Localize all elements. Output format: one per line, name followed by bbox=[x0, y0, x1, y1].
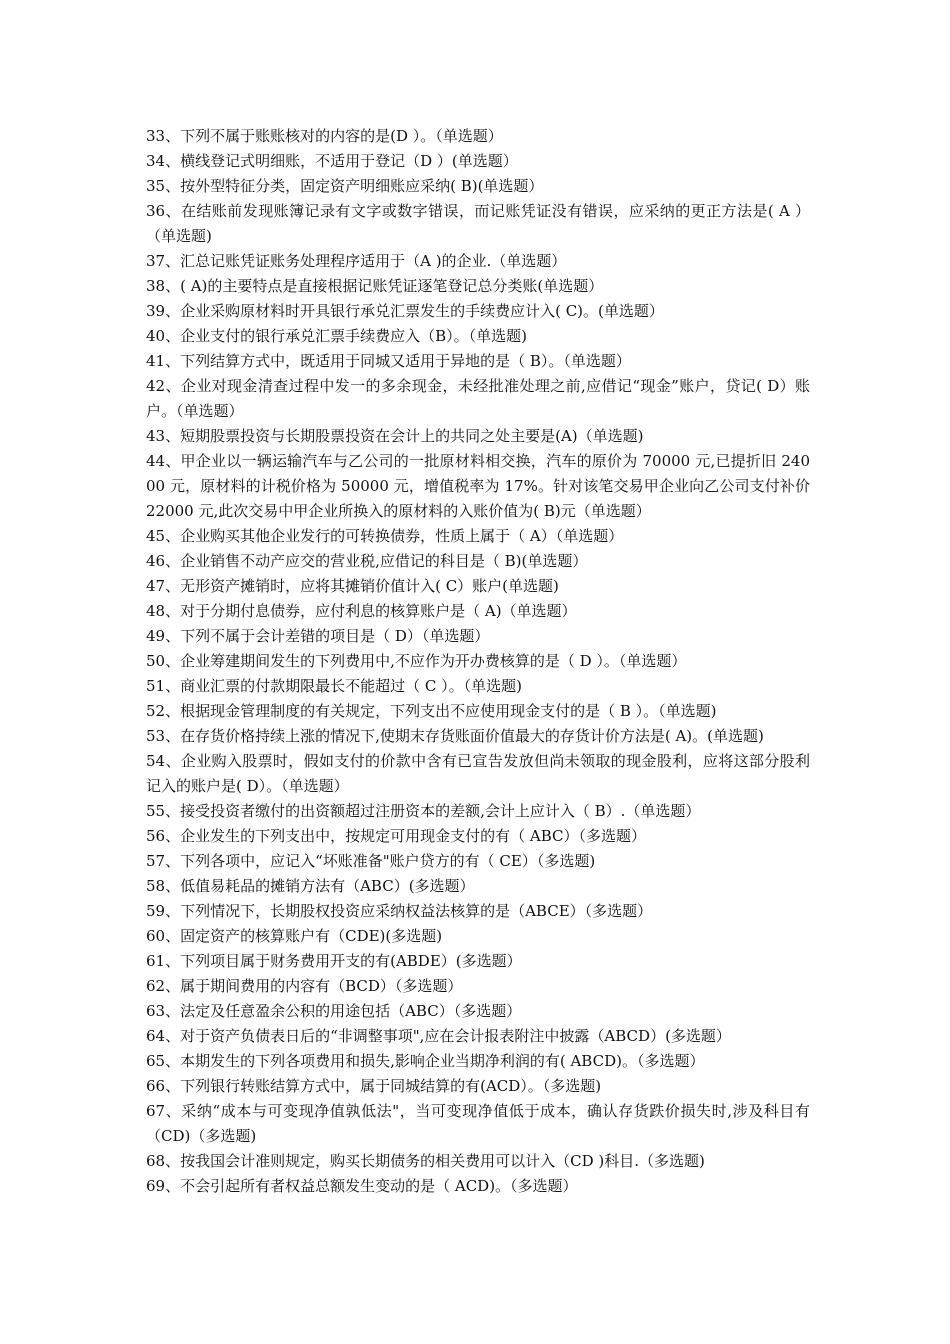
question-52: 52、根据现金管理制度的有关规定，下列支出不应使用现金支付的是（ B ）。（单选题) bbox=[146, 702, 717, 720]
question-34: 34、横线登记式明细账，不适用于登记（D ）(单选题） bbox=[146, 152, 518, 170]
question-38: 38、( A)的主要特点是直接根据记账凭证逐笔登记总分类账(单选题） bbox=[146, 277, 604, 295]
question-68: 68、按我国会计准则规定，购买长期债务的相关费用可以计入（CD )科目.（多选题) bbox=[146, 1152, 705, 1170]
question-42: 42、企业对现金清查过程中发一的多余现金，未经批准处理之前,应借记“现金”账户，贷记( D）账户。（单选题） bbox=[146, 377, 810, 420]
question-64: 64、对于资产负债表日后的“非调整事项",应在会计报表附注中披露（ABCD）(多选题） bbox=[146, 1027, 731, 1045]
question-57: 57、下列各项中，应记入“坏账准备"账户贷方的有（ CE）（多选题) bbox=[146, 852, 596, 870]
question-53: 53、在存货价格持续上涨的情况下,使期末存货账面价值最大的存货计价方法是( A)。(单选题) bbox=[146, 727, 764, 745]
question-43: 43、短期股票投资与长期股票投资在会计上的共同之处主要是(A)（单选题) bbox=[146, 427, 644, 445]
question-35: 35、按外型特征分类，固定资产明细账应采纳( B)(单选题） bbox=[146, 177, 544, 195]
question-67: 67、采纳“成本与可变现净值孰低法"，当可变现净值低于成本，确认存货跌价损失时,涉及科目有（CD)（多选题) bbox=[146, 1102, 810, 1145]
question-33: 33、下列不属于账账核对的内容的是(D ）。（单选题） bbox=[146, 127, 503, 145]
question-54: 54、企业购入股票时，假如支付的价款中含有已宣告发放但尚未领取的现金股利，应将这部分股利记入的账户是( D）。（单选题） bbox=[146, 752, 810, 795]
question-48: 48、对于分期付息债券，应付利息的核算账户是（ A)（单选题） bbox=[146, 602, 577, 620]
question-59: 59、下列情况下，长期股权投资应采纳权益法核算的是（ABCE）（多选题） bbox=[146, 902, 653, 920]
question-50: 50、企业筹建期间发生的下列费用中,不应作为开办费核算的是（ D ）。（单选题） bbox=[146, 652, 687, 670]
question-62: 62、属于期间费用的内容有（BCD）（多选题） bbox=[146, 977, 463, 995]
question-55: 55、接受投资者缴付的出资额超过注册资本的差额,会计上应计入（ B）.（单选题） bbox=[146, 802, 701, 820]
question-45: 45、企业购买其他企业发行的可转换债券，性质上属于（ A）（单选题） bbox=[146, 527, 624, 545]
question-39: 39、企业采购原材料时开具银行承兑汇票发生的手续费应计入( C)。(单选题） bbox=[146, 302, 664, 320]
question-63: 63、法定及任意盈余公积的用途包括（ABC）（多选题） bbox=[146, 1002, 522, 1020]
question-69: 69、不会引起所有者权益总额发生变动的是（ ACD)。（多选题） bbox=[146, 1177, 578, 1195]
question-47: 47、无形资产摊销时，应将其摊销价值计入( C）账户(单选题) bbox=[146, 577, 559, 595]
question-61: 61、下列项目属于财务费用开支的有(ABDE）(多选题） bbox=[146, 952, 522, 970]
question-40: 40、企业支付的银行承兑汇票手续费应入（B）。（单选题) bbox=[146, 327, 527, 345]
question-65: 65、本期发生的下列各项费用和损失,影响企业当期净利润的有( ABCD)。（多选题） bbox=[146, 1052, 705, 1070]
question-46: 46、企业销售不动产应交的营业税,应借记的科目是（ B)(单选题） bbox=[146, 552, 588, 570]
question-44: 44、甲企业以一辆运输汽车与乙公司的一批原材料相交换，汽车的原价为 70000 元,已提折旧 24000 元，原材料的计税价格为 50000 元，增值税率为 17%。针对该笔交易甲企业向乙公司支付补价 22000 元,此次交易中甲企业所换入的原材料的入账价值为( B)元（单选题） bbox=[146, 452, 810, 520]
question-41: 41、下列结算方式中，既适用于同城又适用于异地的是（ B）。（单选题） bbox=[146, 352, 631, 370]
question-37: 37、汇总记账凭证账务处理程序适用于（A )的企业.（单选题） bbox=[146, 252, 567, 270]
question-36: 36、在结账前发现账簿记录有文字或数字错误，而记账凭证没有错误，应采纳的更正方法是( A ）（单选题) bbox=[146, 202, 810, 245]
question-60: 60、固定资产的核算账户有（CDE)(多选题) bbox=[146, 927, 443, 945]
question-66: 66、下列银行转账结算方式中，属于同城结算的有(ACD）。（多选题) bbox=[146, 1077, 602, 1095]
document-body bbox=[146, 124, 810, 1199]
question-49: 49、下列不属于会计差错的项目是（ D）（单选题） bbox=[146, 627, 490, 645]
question-56: 56、企业发生的下列支出中，按规定可用现金支付的有（ ABC）（多选题） bbox=[146, 827, 646, 845]
question-51: 51、商业汇票的付款期限最长不能超过（ C ）。（单选题) bbox=[146, 677, 522, 695]
question-58: 58、低值易耗品的摊销方法有（ABC）(多选题） bbox=[146, 877, 475, 895]
